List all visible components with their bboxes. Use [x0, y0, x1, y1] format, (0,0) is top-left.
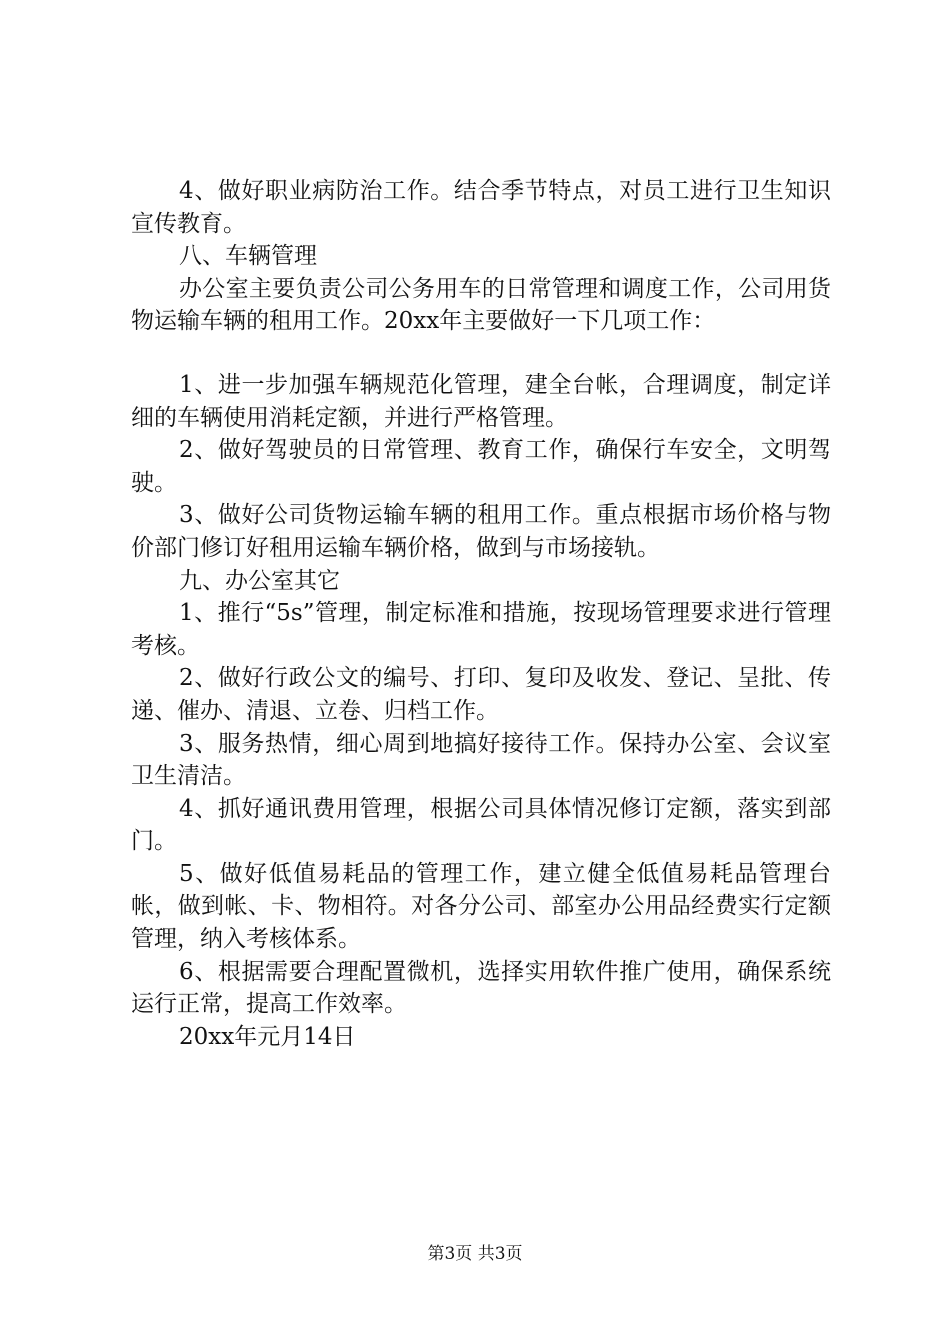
paragraph-office-item-4: 4、抓好通讯费用管理，根据公司具体情况修订定额，落实到部门。	[131, 795, 831, 855]
paragraph-office-item-3: 3、服务热情，细心周到地搞好接待工作。保持办公室、会议室卫生清洁。	[131, 730, 831, 790]
section-heading-office-other: 九、办公室其它	[179, 567, 340, 594]
paragraph-vehicle-item-2: 2、做好驾驶员的日常管理、教育工作，确保行车安全，文明驾驶。	[131, 437, 831, 496]
paragraph-office-item-2: 2、做好行政公文的编号、打印、复印及收发、登记、呈批、传递、催办、清退、立卷、归档工作。	[131, 665, 831, 724]
paragraph-vehicle-item-3: 3、做好公司货物运输车辆的租用工作。重点根据市场价格与物价部门修订好租用运输车辆价格，做到与市场接轨。	[131, 502, 831, 561]
paragraph-office-item-6: 6、根据需要合理配置微机，选择实用软件推广使用，确保系统运行正常，提高工作效率。	[131, 958, 831, 1018]
paragraph-office-item-1: 1、推行“5s”管理，制定标准和措施，按现场管理要求进行管理考核。	[131, 600, 831, 659]
paragraph-occupational-health: 4、做好职业病防治工作。结合季节特点，对员工进行卫生知识宣传教育。	[131, 178, 831, 237]
document-date: 20xx年元月14日	[179, 1023, 356, 1050]
paragraph-office-item-5: 5、做好低值易耗品的管理工作，建立健全低值易耗品管理台帐，做到帐、卡、物相符。对各分公司、部室办公用品经费实行定额管理，纳入考核体系。	[131, 860, 831, 953]
section-heading-vehicle-management: 八、车辆管理	[179, 243, 317, 270]
document-body	[131, 175, 831, 1053]
paragraph-vehicle-item-1: 1、进一步加强车辆规范化管理，建全台帐，合理调度，制定详细的车辆使用消耗定额，并进行严格管理。	[131, 371, 831, 431]
page-number-footer: 第3页 共3页	[427, 1244, 523, 1264]
paragraph-vehicle-intro: 办公室主要负责公司公务用车的日常管理和调度工作，公司用货物运输车辆的租用工作。20xx年主要做好一下几项工作：	[131, 275, 831, 335]
